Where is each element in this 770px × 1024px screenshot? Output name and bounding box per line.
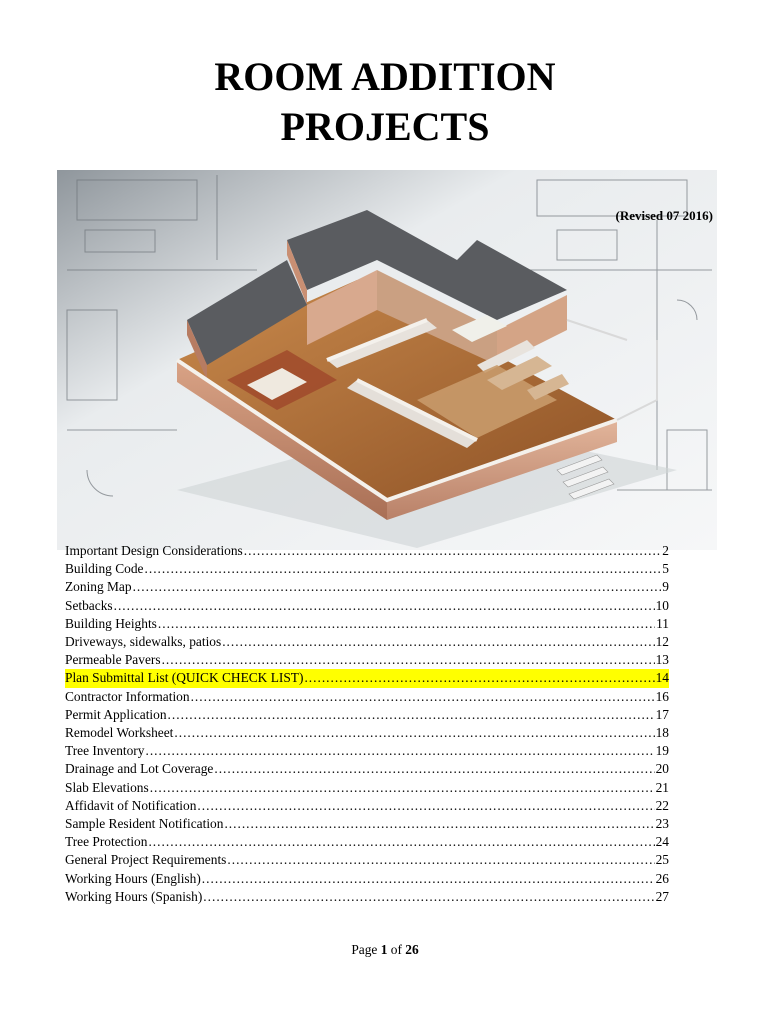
toc-entry[interactable] [65,851,669,869]
toc-entry-page: 25 [655,852,669,868]
toc-entry-label: Affidavit of Notification [65,797,197,813]
toc-entry-page: 21 [655,779,669,795]
toc-entry-page: 2 [662,543,669,558]
toc-entry-page: 13 [655,652,669,668]
toc-leader-dots [202,870,655,888]
toc-entry[interactable] [65,815,669,833]
toc-leader-dots [174,724,654,742]
title-line-1: ROOM ADDITION [214,54,556,99]
toc-entry-label: Important Design Considerations [65,543,243,558]
toc-entry[interactable] [65,651,669,669]
toc-entry-page: 16 [655,688,669,704]
toc-entry-page: 22 [655,797,669,813]
toc-entry-label: Contractor Information [65,688,190,704]
toc-leader-dots [168,706,655,724]
toc-leader-dots [222,633,654,651]
toc-entry-page: 10 [655,597,669,613]
toc-entry-label: Tree Protection [65,834,148,850]
toc-entry-label: Zoning Map [65,579,132,595]
page-total: 26 [405,942,419,957]
toc-entry-label: Working Hours (Spanish) [65,888,203,904]
title-line-2: PROJECTS [280,104,490,149]
toc-leader-dots [133,578,662,596]
toc-entry-page: 18 [655,725,669,741]
toc-leader-dots [304,669,654,687]
toc-entry[interactable] [65,669,669,687]
toc-leader-dots [197,797,654,815]
house-cutaway-illustration [57,170,717,550]
toc-entry-page: 24 [655,834,669,850]
toc-entry[interactable] [65,542,669,560]
toc-entry-page: 9 [662,579,669,595]
toc-entry-label: Tree Inventory [65,743,145,759]
revision-label: (Revised 07 2016) [615,208,713,223]
toc-leader-dots [158,615,655,633]
toc-leader-dots [150,779,655,797]
toc-entry[interactable] [65,870,669,888]
toc-entry[interactable] [65,797,669,815]
house-cutaway-drawing [57,170,717,550]
toc-leader-dots [244,542,662,560]
toc-leader-dots [145,560,662,578]
toc-entry[interactable] [65,578,669,596]
toc-entry-page: 20 [655,761,669,777]
toc-entry-page: 17 [655,706,669,722]
toc-entry-label: Building Code [65,561,144,577]
table-of-contents [65,542,669,906]
toc-entry-label: Remodel Worksheet [65,725,174,741]
toc-entry-label: Setbacks [65,597,113,613]
toc-leader-dots [148,833,654,851]
toc-entry-label: Slab Elevations [65,779,149,795]
toc-entry-label: Driveways, sidewalks, patios [65,634,222,650]
toc-leader-dots [162,651,655,669]
toc-entry[interactable] [65,833,669,851]
toc-entry[interactable] [65,724,669,742]
toc-leader-dots [224,815,654,833]
toc-entry[interactable] [65,706,669,724]
toc-entry[interactable] [65,688,669,706]
toc-entry-page: 5 [662,561,669,577]
toc-entry[interactable] [65,742,669,760]
toc-leader-dots [227,851,654,869]
toc-entry[interactable] [65,615,669,633]
toc-entry-label: Drainage and Lot Coverage [65,761,214,777]
toc-entry[interactable] [65,779,669,797]
toc-entry[interactable] [65,760,669,778]
toc-entry-page: 14 [655,670,669,686]
toc-entry-label: Permit Application [65,706,167,722]
page-prefix: Page [351,942,378,957]
document-title [0,52,770,152]
toc-leader-dots [114,597,655,615]
page-of: of [390,942,402,957]
toc-entry[interactable] [65,560,669,578]
toc-entry-label: Sample Resident Notification [65,816,224,832]
toc-entry-page: 26 [655,870,669,886]
toc-entry-page: 19 [655,743,669,759]
toc-leader-dots [191,688,655,706]
toc-entry-label: Building Heights [65,615,157,631]
toc-leader-dots [145,742,654,760]
toc-entry-page: 12 [655,634,669,650]
toc-entry-page: 23 [655,816,669,832]
page-footer [0,942,770,958]
toc-entry-label: Permeable Pavers [65,652,161,668]
toc-entry-page: 27 [655,888,669,904]
toc-entry-label: General Project Requirements [65,852,227,868]
toc-entry-label: Working Hours (English) [65,870,201,886]
toc-entry[interactable] [65,633,669,651]
toc-leader-dots [214,760,654,778]
page-current: 1 [380,942,388,957]
toc-entry-label: Plan Submittal List (QUICK CHECK LIST) [65,670,304,686]
toc-leader-dots [203,888,654,906]
toc-entry-page: 11 [656,615,669,631]
toc-entry[interactable] [65,888,669,906]
toc-entry[interactable] [65,597,669,615]
